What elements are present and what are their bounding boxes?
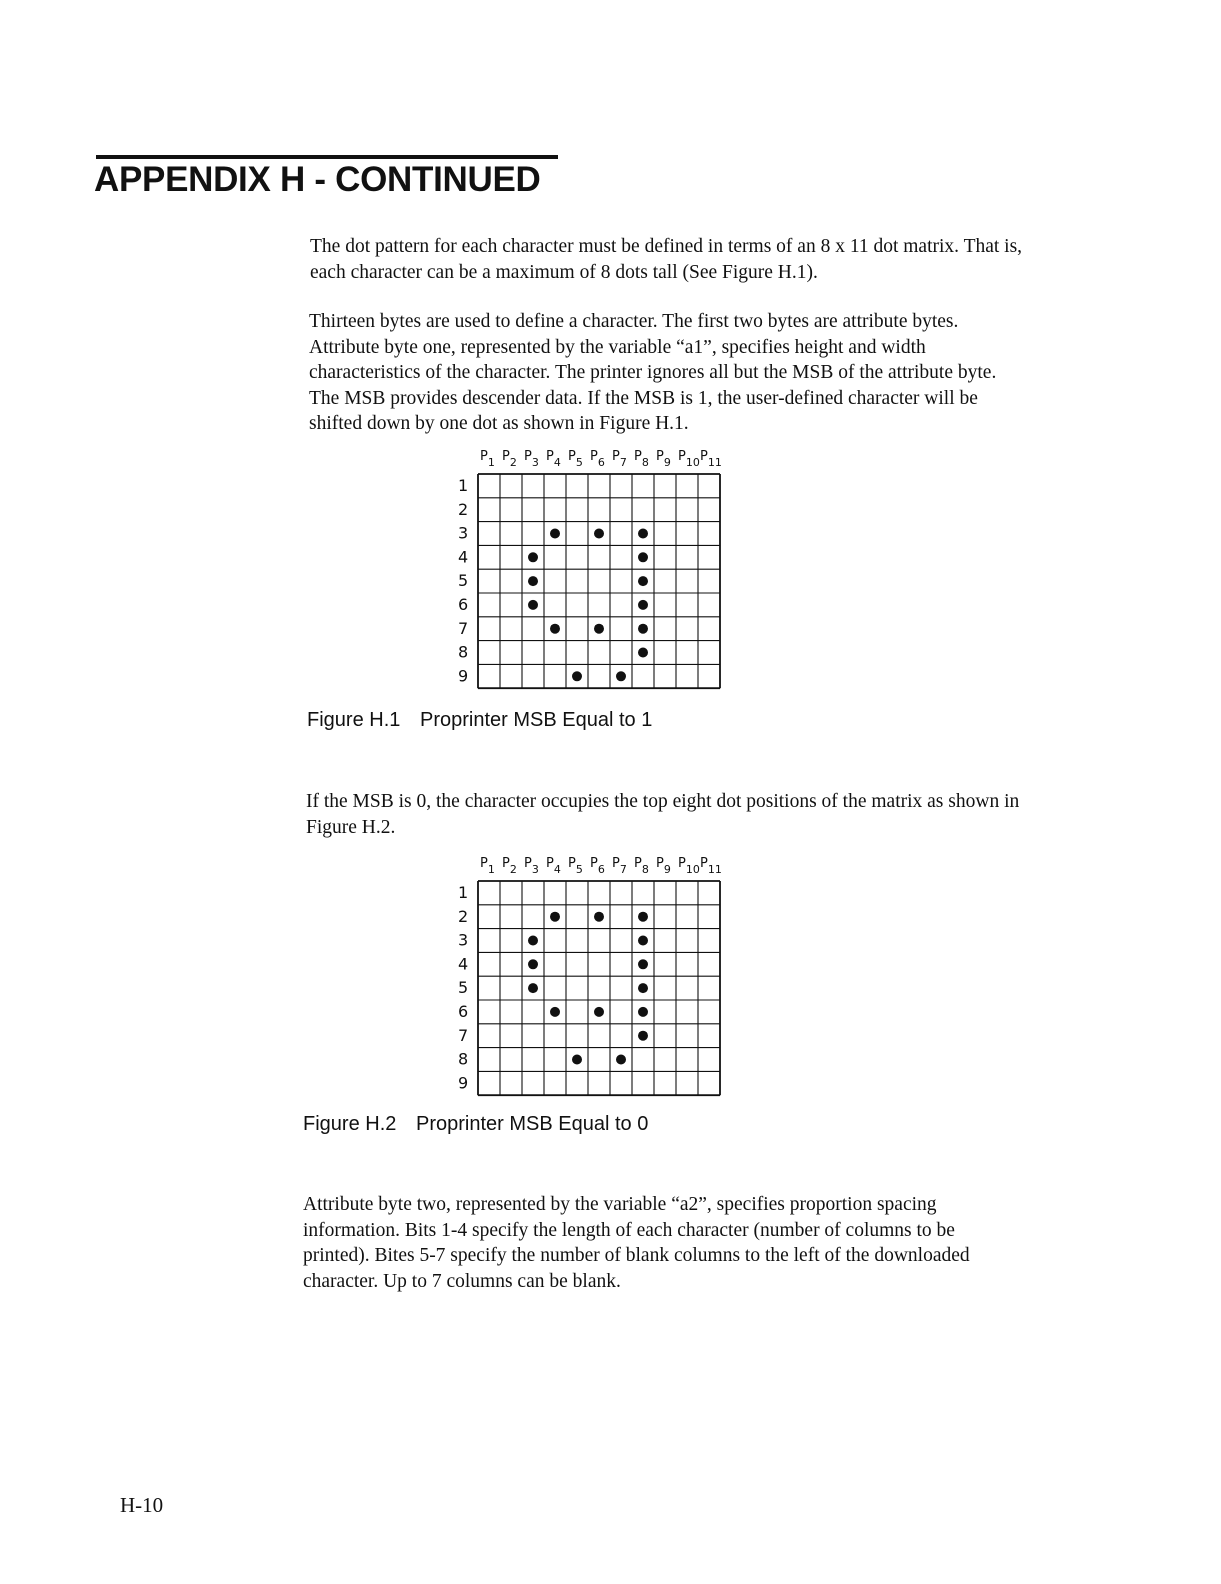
figure-2-row-label: 9 — [458, 1073, 469, 1093]
figure-1-row-label: 4 — [458, 547, 469, 567]
figure-2-row-label: 6 — [458, 1002, 469, 1021]
figure-2-dot — [550, 1007, 560, 1017]
title-rule — [96, 155, 558, 159]
figure-2-dot — [638, 936, 648, 946]
figure-1-column-label: $P_{10}$ — [678, 449, 700, 469]
figure-2-dot — [638, 983, 648, 993]
figure-1-dot — [638, 624, 648, 634]
figure-1-dot — [616, 671, 626, 681]
paragraph-thirteen-bytes: Thirteen bytes are used to define a character. The first two bytes are attribute bytes. Attribute byte one, represented by the variable “a1”, specifies height and width characteristics of the character. The printer ignores all but the MSB of the attribute byte. The MSB provides descender data. If the MSB is 1, the user-defined character will be shifted down by one dot as shown in Figure H.1. — [309, 311, 997, 434]
figure-2-dot — [638, 959, 648, 969]
figure-2-dot — [528, 983, 538, 993]
figure-1-dot — [528, 552, 538, 562]
paragraph-dot-pattern: The dot pattern for each character must be defined in terms of an 8 x 11 dot matrix. That is, each character can be a maximum of 8 dots tall (See Figure H.1). — [310, 236, 1023, 283]
figure-1-dot — [528, 576, 538, 586]
figure-2-column-label: $P_3$ — [524, 856, 539, 876]
figure-2-dot — [528, 959, 538, 969]
figure-2-column-label: $P_8$ — [634, 856, 649, 876]
figure-2-dot — [594, 912, 604, 922]
figure-2-column-label: $P_5$ — [568, 856, 583, 876]
figure-1-row-label: 9 — [458, 666, 469, 686]
figure-1-column-label: $P_6$ — [590, 449, 605, 469]
figure-2-column-label: $P_2$ — [502, 856, 517, 876]
figure-2-dot — [550, 912, 560, 922]
figure-1-row-label: 6 — [458, 595, 469, 614]
figure-2-dot — [594, 1007, 604, 1017]
figure-1-row-label: 5 — [458, 571, 469, 591]
figure-2-row-label: 3 — [458, 930, 469, 950]
figure-2-row-label: 8 — [458, 1049, 469, 1069]
page-title: APPENDIX H - CONTINUED — [94, 160, 541, 199]
figure-2-dot — [638, 1007, 648, 1017]
figure-2-column-label: $P_{11}$ — [700, 856, 722, 876]
figure-2-dot — [528, 936, 538, 946]
figure-1-row-label: 2 — [458, 499, 469, 519]
figure-1-dot — [528, 600, 538, 610]
figure-1-column-label: $P_2$ — [502, 449, 517, 469]
figure-1-column-label: $P_7$ — [612, 449, 627, 469]
figure-2-dot — [638, 1031, 648, 1041]
figure-1-dot — [638, 552, 648, 562]
figure-2-column-label: $P_7$ — [612, 856, 627, 876]
figure-h2-number: Figure H.2 — [303, 1113, 397, 1135]
figure-h1-number: Figure H.1 — [307, 709, 401, 731]
figure-h1-caption — [307, 709, 652, 732]
figure-1-column-label: $P_9$ — [656, 449, 671, 469]
figure-2-row-label: 5 — [458, 978, 469, 998]
figure-2-column-label: $P_{10}$ — [678, 856, 700, 876]
figure-1-column-label: $P_5$ — [568, 449, 583, 469]
figure-1-column-label: $P_{11}$ — [700, 449, 722, 469]
figure-1-dot — [572, 671, 582, 681]
figure-h2-caption-text: Proprinter MSB Equal to 0 — [416, 1113, 649, 1135]
figure-2-row-label: 7 — [458, 1025, 469, 1045]
figure-h2-dot-matrix — [450, 851, 740, 1103]
figure-1-dot — [594, 529, 604, 539]
figure-1-dot — [550, 529, 560, 539]
figure-1-dot — [638, 600, 648, 610]
figure-2-dot — [572, 1055, 582, 1065]
figure-1-column-label: $P_3$ — [524, 449, 539, 469]
figure-h1-caption-text: Proprinter MSB Equal to 1 — [420, 709, 653, 731]
figure-2-column-label: $P_1$ — [480, 856, 495, 876]
figure-2-row-label: 1 — [458, 883, 469, 902]
figure-1-row-label: 8 — [458, 642, 469, 662]
figure-2-dot — [616, 1055, 626, 1065]
figure-2-column-label: $P_9$ — [656, 856, 671, 876]
figure-2-row-label: 2 — [458, 906, 469, 926]
figure-h2-caption — [303, 1113, 648, 1136]
figure-1-dot — [638, 648, 648, 658]
figure-1-dot — [638, 576, 648, 586]
paragraph-attribute-byte-two: Attribute byte two, represented by the variable “a2”, specifies proportion spacing information. Bits 1-4 specify the length of each character (number of columns to be printed). Bites 5-7 specify the number of blank columns to the left of the downloaded character. Up to 7 columns can be blank. — [303, 1194, 970, 1292]
paragraph-msb-zero: If the MSB is 0, the character occupies the top eight dot positions of the matrix as shown in Figure H.2. — [306, 791, 1020, 838]
figure-1-row-label: 1 — [458, 476, 469, 495]
figure-2-row-label: 4 — [458, 954, 469, 974]
figure-1-dot — [638, 529, 648, 539]
figure-2-dot — [638, 912, 648, 922]
figure-2-column-label: $P_4$ — [546, 856, 561, 876]
figure-1-dot — [594, 624, 604, 634]
figure-1-row-label: 7 — [458, 618, 469, 638]
figure-1-column-label: $P_1$ — [480, 449, 495, 469]
figure-2-column-label: $P_6$ — [590, 856, 605, 876]
figure-1-dot — [550, 624, 560, 634]
figure-1-row-label: 3 — [458, 523, 469, 543]
page-number: H-10 — [120, 1493, 164, 1517]
figure-1-column-label: $P_4$ — [546, 449, 561, 469]
figure-h1-dot-matrix — [450, 444, 740, 696]
figure-1-column-label: $P_8$ — [634, 449, 649, 469]
